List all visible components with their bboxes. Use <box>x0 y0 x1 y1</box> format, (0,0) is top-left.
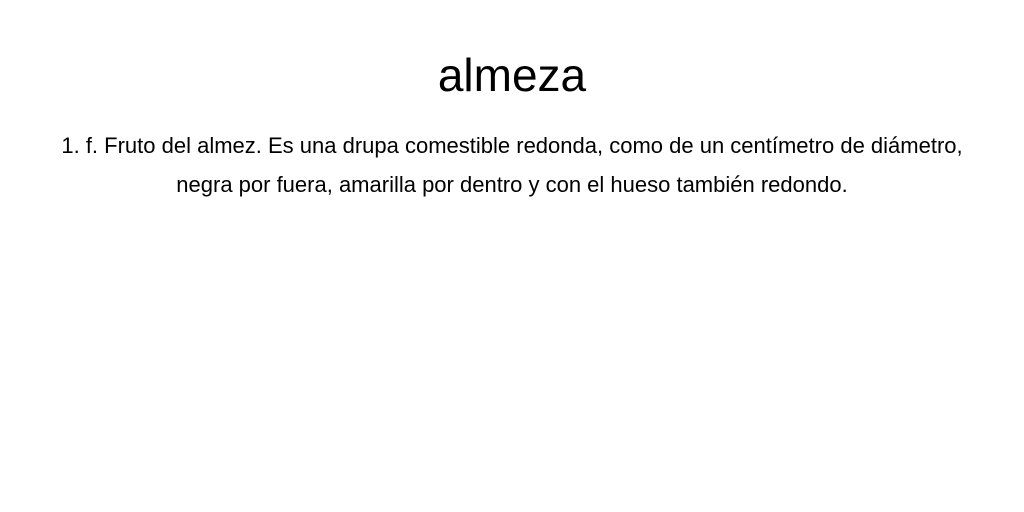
entry-word: almeza <box>437 49 587 101</box>
definition-text: 1. f. Fruto del almez. Es una drupa comestible redonda, como de un centímetro de diámetro, negra por fuera, amarilla por dentro y con el hueso también redondo. <box>61 133 963 197</box>
